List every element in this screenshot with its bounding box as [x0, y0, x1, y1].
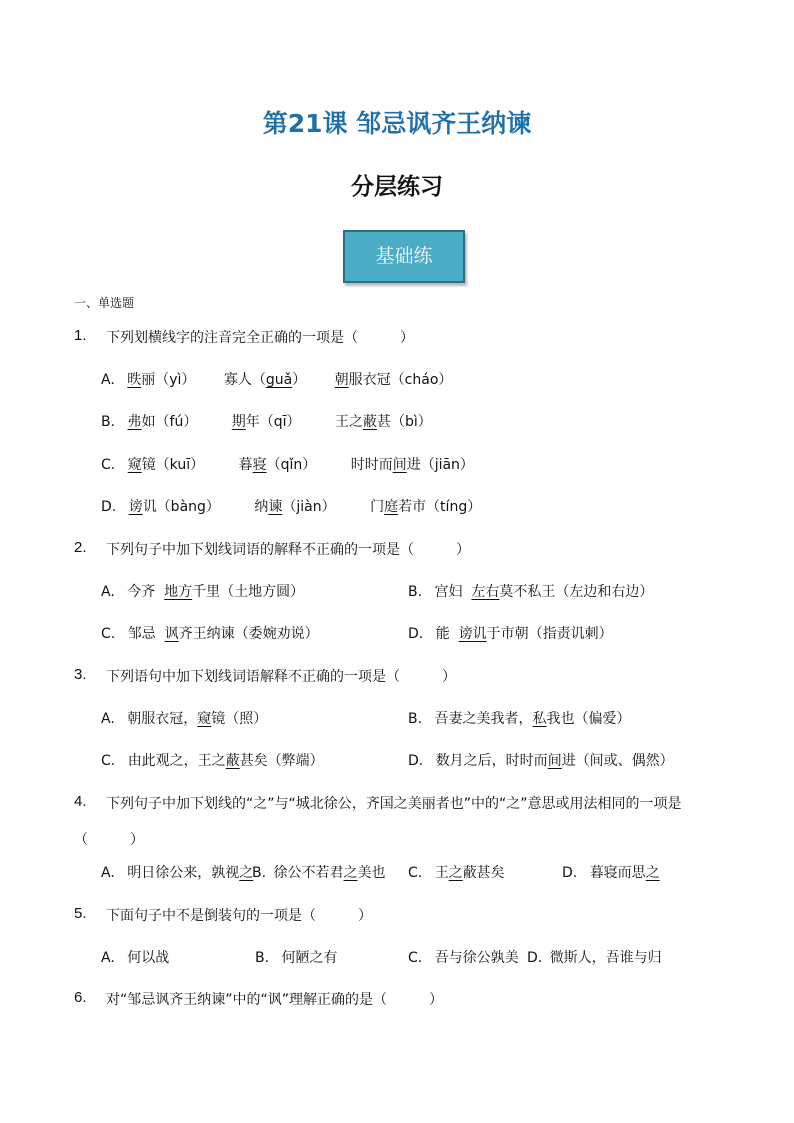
underlined-char: 寝	[252, 457, 267, 473]
option-text: 王之	[335, 414, 364, 430]
option-text: 何以战	[127, 950, 170, 966]
question-text: 下列划横线字的注音完全正确的一项是（ ）	[106, 330, 414, 346]
option-c[interactable]	[101, 454, 474, 474]
option-d[interactable]	[408, 750, 674, 770]
option-label: B.	[252, 865, 267, 881]
option-text: 能	[435, 626, 459, 642]
option-label: D.	[562, 865, 578, 881]
option-text: ）	[292, 372, 307, 388]
option-text: 服衣冠（cháo）	[348, 372, 453, 388]
question-text: 下列句子中加下划线的“之”与“城北徐公，齐国之美丽者也”中的“之”意思或用法相同的一项是	[106, 796, 682, 812]
option-text: 寡人（	[223, 372, 266, 388]
option-text: 齐王纳谏（委婉劝说）	[178, 626, 319, 642]
option-a[interactable]	[101, 947, 169, 967]
option-text: 数月之后，时时而	[435, 753, 548, 769]
option-b[interactable]	[101, 411, 432, 431]
option-text: 何陋之有	[281, 950, 338, 966]
option-b[interactable]	[408, 581, 653, 601]
underlined-char: 之	[239, 865, 254, 881]
option-label: A.	[101, 950, 115, 966]
underlined-char: 朝	[334, 372, 349, 388]
option-text: 蔽甚矣	[462, 865, 505, 881]
option-label: D.	[408, 753, 424, 769]
page-subtitle: 分层练习	[351, 174, 443, 200]
option-text: 时时而	[350, 457, 393, 473]
option-a[interactable]	[101, 862, 253, 882]
option-text: 我也（偏爱）	[546, 711, 631, 727]
option-text: 进（jiān）	[406, 457, 474, 473]
option-text: 徐公不若君	[273, 865, 344, 881]
option-a[interactable]	[101, 581, 304, 601]
option-label: D.	[408, 626, 424, 642]
underlined-word: 左右	[471, 584, 500, 600]
underlined-char: 谤	[128, 499, 143, 515]
option-text: 甚矣（弊端）	[239, 753, 324, 769]
underlined-char: 间	[392, 457, 407, 473]
page-title: 第21课 邹忌讽齐王纳谏	[262, 109, 532, 138]
option-label: A.	[101, 711, 115, 727]
option-text: 甚（bì）	[377, 414, 432, 430]
option-text: 莫不私王（左边和右边）	[499, 584, 654, 600]
underlined-char: guǎ	[265, 372, 293, 388]
option-text: 进（间或、偶然）	[561, 753, 674, 769]
option-label: C.	[101, 457, 116, 473]
underlined-char: 间	[547, 753, 562, 769]
option-text: 镜（kuī）	[141, 457, 205, 473]
option-text: 门	[370, 499, 385, 515]
option-label: A.	[101, 372, 115, 388]
section-heading: 一、单选题	[74, 296, 135, 310]
option-text: 吾与徐公孰美	[434, 950, 519, 966]
option-text: 如（fú）	[141, 414, 198, 430]
option-c[interactable]	[101, 750, 324, 770]
underlined-char: 之	[343, 865, 358, 881]
option-label: B.	[255, 950, 270, 966]
question-text-continuation: （ ）	[74, 832, 144, 848]
question-number: 3.	[74, 666, 87, 683]
option-label: C.	[408, 950, 423, 966]
option-b[interactable]	[255, 947, 338, 967]
question-number: 1.	[74, 327, 87, 344]
underlined-char: 谏	[268, 499, 283, 515]
option-text: 今齐	[127, 584, 165, 600]
underlined-char: 之	[645, 865, 660, 881]
underlined-char: 之	[448, 865, 463, 881]
underlined-word: 地方	[164, 584, 193, 600]
question-text: 对“邹忌讽齐王纳谏”中的“讽”理解正确的是（ ）	[106, 992, 444, 1008]
option-b[interactable]	[408, 708, 631, 728]
option-label: A.	[101, 865, 115, 881]
option-a[interactable]	[101, 369, 452, 389]
option-text: （jiàn）	[282, 499, 336, 515]
underlined-char: 庭	[384, 499, 399, 515]
option-text: 由此观之，王之	[127, 753, 226, 769]
option-label: C.	[101, 753, 116, 769]
option-text: 朝服衣冠，	[127, 711, 198, 727]
option-label: B.	[408, 584, 423, 600]
question-number: 2.	[74, 539, 87, 556]
option-text: 若市（tíng）	[398, 499, 482, 515]
question-text: 下列语句中加下划线词语解释不正确的一项是（ ）	[106, 669, 456, 685]
option-d[interactable]	[527, 947, 662, 967]
option-text: 镜（照）	[211, 711, 268, 727]
option-c[interactable]	[408, 862, 505, 882]
option-d[interactable]	[562, 862, 660, 882]
underlined-char: 蔽	[363, 414, 378, 430]
option-text: 吾妻之美我者，	[434, 711, 533, 727]
option-b[interactable]	[252, 862, 386, 882]
option-text: 宫妇	[434, 584, 472, 600]
option-text: 王	[434, 865, 449, 881]
option-text: 年（qī）	[245, 414, 301, 430]
option-text: （qǐn）	[266, 457, 317, 473]
question-number: 4.	[74, 793, 87, 810]
option-text: 明日徐公来，孰视	[127, 865, 240, 881]
question-number: 5.	[74, 905, 87, 922]
option-label: A.	[101, 584, 115, 600]
underlined-char: 窥	[197, 711, 212, 727]
option-text: 邹忌	[127, 626, 165, 642]
option-label: B.	[408, 711, 423, 727]
underlined-char: 期	[231, 414, 246, 430]
option-text: 讥（bàng）	[142, 499, 220, 515]
option-label: B.	[101, 414, 116, 430]
underlined-char: 私	[532, 711, 547, 727]
option-c[interactable]	[101, 623, 319, 643]
option-text: 于市朝（指责讥刺）	[486, 626, 613, 642]
question-text: 下面句子中不是倒装句的一项是（ ）	[106, 908, 372, 924]
underlined-char: 蔽	[225, 753, 240, 769]
option-label: C.	[408, 865, 423, 881]
option-text: 美也	[357, 865, 386, 881]
underlined-word: 谤讥	[458, 626, 487, 642]
question-text: 下列句子中加下划线词语的解释不正确的一项是（ ）	[106, 542, 470, 558]
option-d[interactable]	[101, 496, 481, 516]
option-d[interactable]	[408, 623, 613, 643]
option-label: D.	[527, 950, 543, 966]
option-a[interactable]	[101, 708, 267, 728]
option-text: 千里（土地方圆）	[192, 584, 305, 600]
level-badge: 基础练	[343, 230, 465, 283]
underlined-char: 弗	[127, 414, 142, 430]
option-c[interactable]	[408, 947, 519, 967]
option-label: C.	[101, 626, 116, 642]
underlined-word: 讽	[164, 626, 179, 642]
question-number: 6.	[74, 989, 87, 1006]
option-text: 纳	[254, 499, 269, 515]
option-text: 暮寝而思	[589, 865, 646, 881]
underlined-char: 窥	[127, 457, 142, 473]
option-text: 微斯人，吾谁与归	[549, 950, 662, 966]
option-text: 丽（yì）	[141, 372, 196, 388]
option-text: 暮	[238, 457, 253, 473]
underlined-char: 昳	[127, 372, 142, 388]
option-label: D.	[101, 499, 117, 515]
